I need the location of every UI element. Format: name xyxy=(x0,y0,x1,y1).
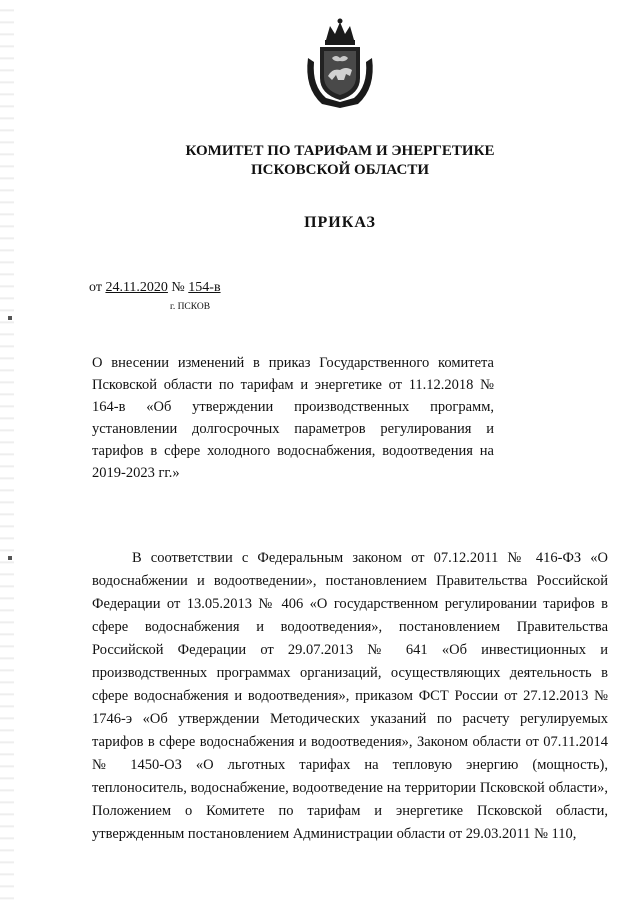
date-number-line xyxy=(89,280,221,296)
scan-mark xyxy=(8,316,12,320)
number-prefix: № xyxy=(171,280,185,295)
date-prefix: от xyxy=(89,280,102,295)
document-body-paragraph: В соответствии с Федеральным законом от 07.12.2011 № 416-ФЗ «О водоснабжении и водоотведении», постановлением Правительства Российской Федерации от 13.05.2013 № 406 «О государственном регулировании тарифов в сфере водоснабжения и водоотведения», постановлением Правительства Российской Федерации от 29.07.2013 № 641 «Об инвестиционных и производственных программах организаций, осуществляющих деятельность в сфере водоснабжения и водоотведения», приказом ФСТ России от 27.12.2013 № 1746-э «Об утверждении Методических указаний по расчету регулируемых тарифов в сфере водоснабжения и водоотведения», Законом области от 07.11.2014 № 1450-ОЗ «О льготных тарифах на тепловую энергию (мощность), теплоноситель, водоснабжение, водоотведение на территории Псковской области», Положением о Комитете по тарифам и энергетике Псковской области, утвержденным постановлением Администрации области от 29.03.2011 № 110, xyxy=(92,550,608,842)
document-date: 24.11.2020 xyxy=(105,280,168,295)
document-subject: О внесении изменений в приказ Государственного комитета Псковской области по тарифам и энергетике от 11.12.2018 № 164-в «Об утверждении производственных программ, установлении долгосрочных параметров регулирования и тарифов в сфере холодного водоснабжения, водоотведения на 2019-2023 гг.» xyxy=(92,355,494,481)
document-number: 154-в xyxy=(188,280,221,295)
city-label: г. ПСКОВ xyxy=(170,302,211,312)
scan-edge xyxy=(0,0,14,905)
coat-of-arms-emblem xyxy=(302,18,378,110)
document-type-title: ПРИКАЗ xyxy=(304,214,376,231)
organization-name xyxy=(140,142,540,180)
scan-mark xyxy=(8,556,12,560)
organization-name-line2: ПСКОВСКОЙ ОБЛАСТИ xyxy=(250,162,430,178)
organization-name-line1: КОМИТЕТ ПО ТАРИФАМ И ЭНЕРГЕТИКЕ xyxy=(185,143,495,159)
